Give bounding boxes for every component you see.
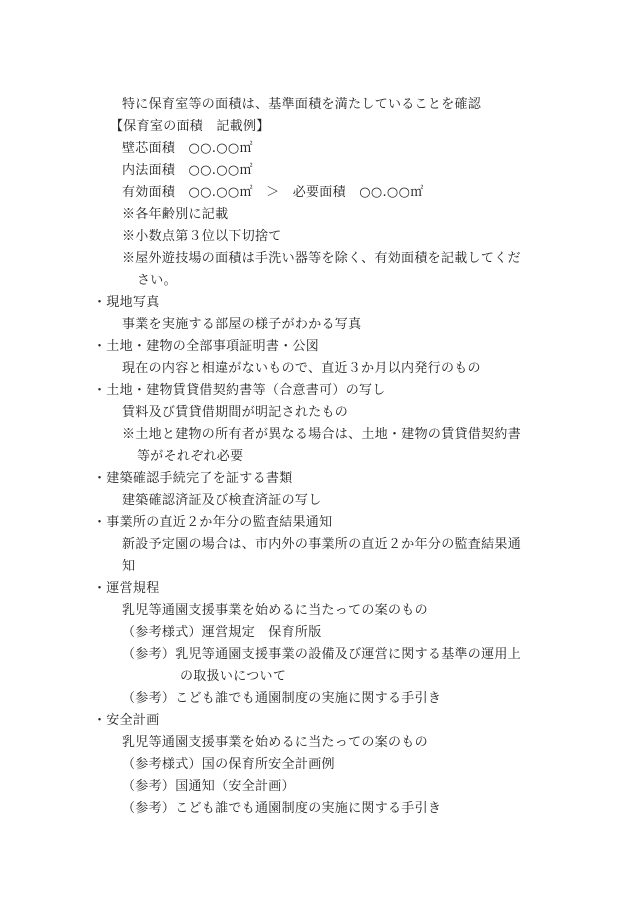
text-line: 乳児等通園支援事業を始めるに当たっての案のもの: [122, 735, 428, 750]
text-line: 有効面積 ○○.○○㎡ ＞ 必要面積 ○○.○○㎡: [122, 185, 424, 200]
reference-continuation: の取扱いについて: [180, 669, 287, 684]
reference-line: （参考）国通知（安全計画）: [122, 779, 295, 794]
text-line: 賃料及び賃貸借期間が明記されたもの: [122, 405, 349, 420]
text-line: 特に保育室等の面積は、基準面積を満たしていることを確認: [122, 97, 482, 112]
note-continuation: さい。: [137, 273, 177, 288]
note-line: ※土地と建物の所有者が異なる場合は、土地・建物の賃貸借契約書: [122, 427, 522, 442]
text-line: 乳児等通園支援事業を始めるに当たっての案のもの: [122, 603, 428, 618]
text-line: 現在の内容と相違がないもので、直近３か月以内発行のもの: [122, 361, 481, 376]
section-heading: ・運営規程: [93, 581, 160, 596]
reference-line: （参考）こども誰でも通園制度の実施に関する手引き: [122, 801, 442, 816]
text-continuation: 知: [122, 559, 136, 574]
text-line: 内法面積 ○○.○○㎡: [122, 163, 253, 178]
text-line: 新設予定園の場合は、市内外の事業所の直近２か年分の監査結果通: [122, 537, 522, 552]
section-heading: ・安全計画: [93, 713, 160, 728]
note-line: ※各年齢別に記載: [122, 207, 229, 222]
example-heading: 【保育室の面積 記載例】: [110, 119, 270, 134]
reference-line: （参考様式）国の保育所安全計画例: [122, 757, 335, 772]
reference-line: （参考）乳児等通園支援事業の設備及び運営に関する基準の運用上: [122, 647, 522, 662]
text-line: 建築確認済証及び検査済証の写し: [122, 493, 322, 508]
reference-line: （参考様式）運営規定 保育所版: [122, 625, 322, 640]
text-line: 壁芯面積 ○○.○○㎡: [122, 141, 253, 156]
section-heading: ・土地・建物の全部事項証明書・公図: [93, 339, 320, 354]
section-heading: ・建築確認手続完了を証する書類: [93, 471, 293, 486]
text-line: 事業を実施する部屋の様子がわかる写真: [122, 317, 362, 332]
section-heading: ・事業所の直近２か年分の監査結果通知: [93, 515, 333, 530]
note-continuation: 等がそれぞれ必要: [137, 449, 244, 464]
note-line: ※屋外遊技場の面積は手洗い器等を除く、有効面積を記載してくだ: [122, 251, 521, 266]
section-heading: ・現地写真: [93, 295, 160, 310]
note-line: ※小数点第３位以下切捨て: [122, 229, 282, 244]
reference-line: （参考）こども誰でも通園制度の実施に関する手引き: [122, 691, 442, 706]
section-heading: ・土地・建物賃貸借契約書等（合意書可）の写し: [93, 383, 386, 398]
